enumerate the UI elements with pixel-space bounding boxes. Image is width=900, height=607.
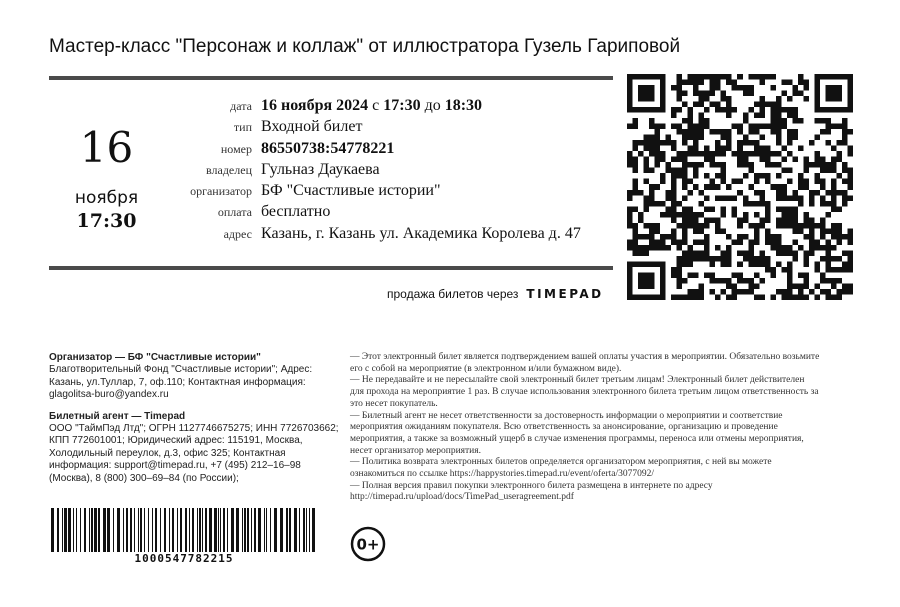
detail-value: бесплатно xyxy=(261,203,331,221)
detail-row xyxy=(160,225,581,246)
terms-item: — Этот электронный билет является подтверждением вашей оплаты участия в мероприятии. Обязательно возьмите его с собой на мероприятие (в электронном и/или бумажном виде). xyxy=(350,352,820,374)
detail-label: владелец xyxy=(206,162,252,177)
detail-row xyxy=(160,140,581,161)
detail-label: оплата xyxy=(217,205,252,220)
timepad-logo[interactable]: TIMEPAD xyxy=(526,287,604,301)
sale-note xyxy=(387,287,604,301)
detail-value: 86550738:54778221 xyxy=(261,139,395,157)
organizer-text: Благотворительный Фонд "Счастливые истории"; Адрес: Казань, ул.Туллар, 7, оф.110; Контактная информация: glagolitsa-buro@yandex.ru xyxy=(49,364,313,401)
event-month: ноября xyxy=(74,188,139,208)
detail-row xyxy=(160,97,581,118)
detail-value: Казань, г. Казань ул. Академика Королева д. 47 xyxy=(261,224,581,242)
detail-label: организатор xyxy=(190,184,252,199)
organizer-info xyxy=(49,352,339,485)
agent-text: ООО "ТаймПэд Лтд"; ОГРН 1127746675275; ИНН 7726703662; КПП 772601001; Юридический адрес: 115191, Москва, Холодильный переулок, д.3, офис 325; Контактная информация: support@timepad.ru, +7 (495) 212–16–98 (Москва), 8 (800) 300–69–84 (по России); xyxy=(49,423,339,484)
detail-row xyxy=(160,161,581,182)
terms-item: — Полная версия правил покупки электронного билета размещена в интернете по адресу http://timepad.ru/upload/docs/TimePad_useragreement.pdf xyxy=(350,480,713,503)
detail-row xyxy=(160,118,581,139)
detail-row xyxy=(160,203,581,224)
event-time: 17:30 xyxy=(76,210,137,232)
detail-row xyxy=(160,182,581,203)
detail-value: Гульназ Даукаева xyxy=(261,160,380,178)
terms-item: — Не передавайте и не пересылайте свой электронный билет третьим лицам! Электронный билет действителен для прохода на мероприятие 1 раз. В случае использования электронного билета третьим лицом ответственность за это несет покупатель. xyxy=(350,375,819,409)
detail-label: дата xyxy=(230,99,252,113)
top-divider xyxy=(49,76,613,80)
age-rating-icon xyxy=(350,526,386,562)
barcode-number: 1000547782215 xyxy=(134,552,234,565)
agent-heading: Билетный агент — Timepad xyxy=(49,410,186,422)
detail-value: БФ "Счастливые истории" xyxy=(261,182,441,200)
terms-item: — Политика возврата электронных билетов определяется организатором мероприятия, с ней вы можете ознакомиться по ссылке https://happystories.timepad.ru/event/oferta/3077092/ xyxy=(350,457,772,480)
detail-label: тип xyxy=(233,120,252,135)
detail-label: номер xyxy=(220,141,252,156)
ticket-details xyxy=(160,97,581,246)
event-day: 16 xyxy=(79,123,134,172)
detail-value: 16 ноября 2024 с 17:30 до 18:30 xyxy=(261,97,483,114)
sale-text: продажа билетов через xyxy=(387,287,519,301)
organizer-heading: Организатор — БФ "Счастливые истории" xyxy=(49,352,261,363)
qr-code-icon xyxy=(627,74,853,300)
age-rating-label: 0+ xyxy=(356,535,380,554)
detail-value: Входной билет xyxy=(261,118,363,136)
ticket-terms xyxy=(350,352,820,504)
event-title: Мастер-класс "Персонаж и коллаж" от иллюстратора Гузель Гариповой xyxy=(49,36,681,57)
barcode-icon xyxy=(49,508,319,552)
detail-label: адрес xyxy=(223,226,252,241)
bottom-divider xyxy=(49,266,613,270)
terms-item: — Билетный агент не несет ответственности за достоверность информации о мероприятии и соответствие мероприятия ожиданиям покупателя. Всю ответственность за анонсирование, организацию и проведение мероприятия, а также за возможный ущерб в случае изменения программы, переноса или отмены мероприятия, несет организатор мероприятия. xyxy=(350,410,804,456)
